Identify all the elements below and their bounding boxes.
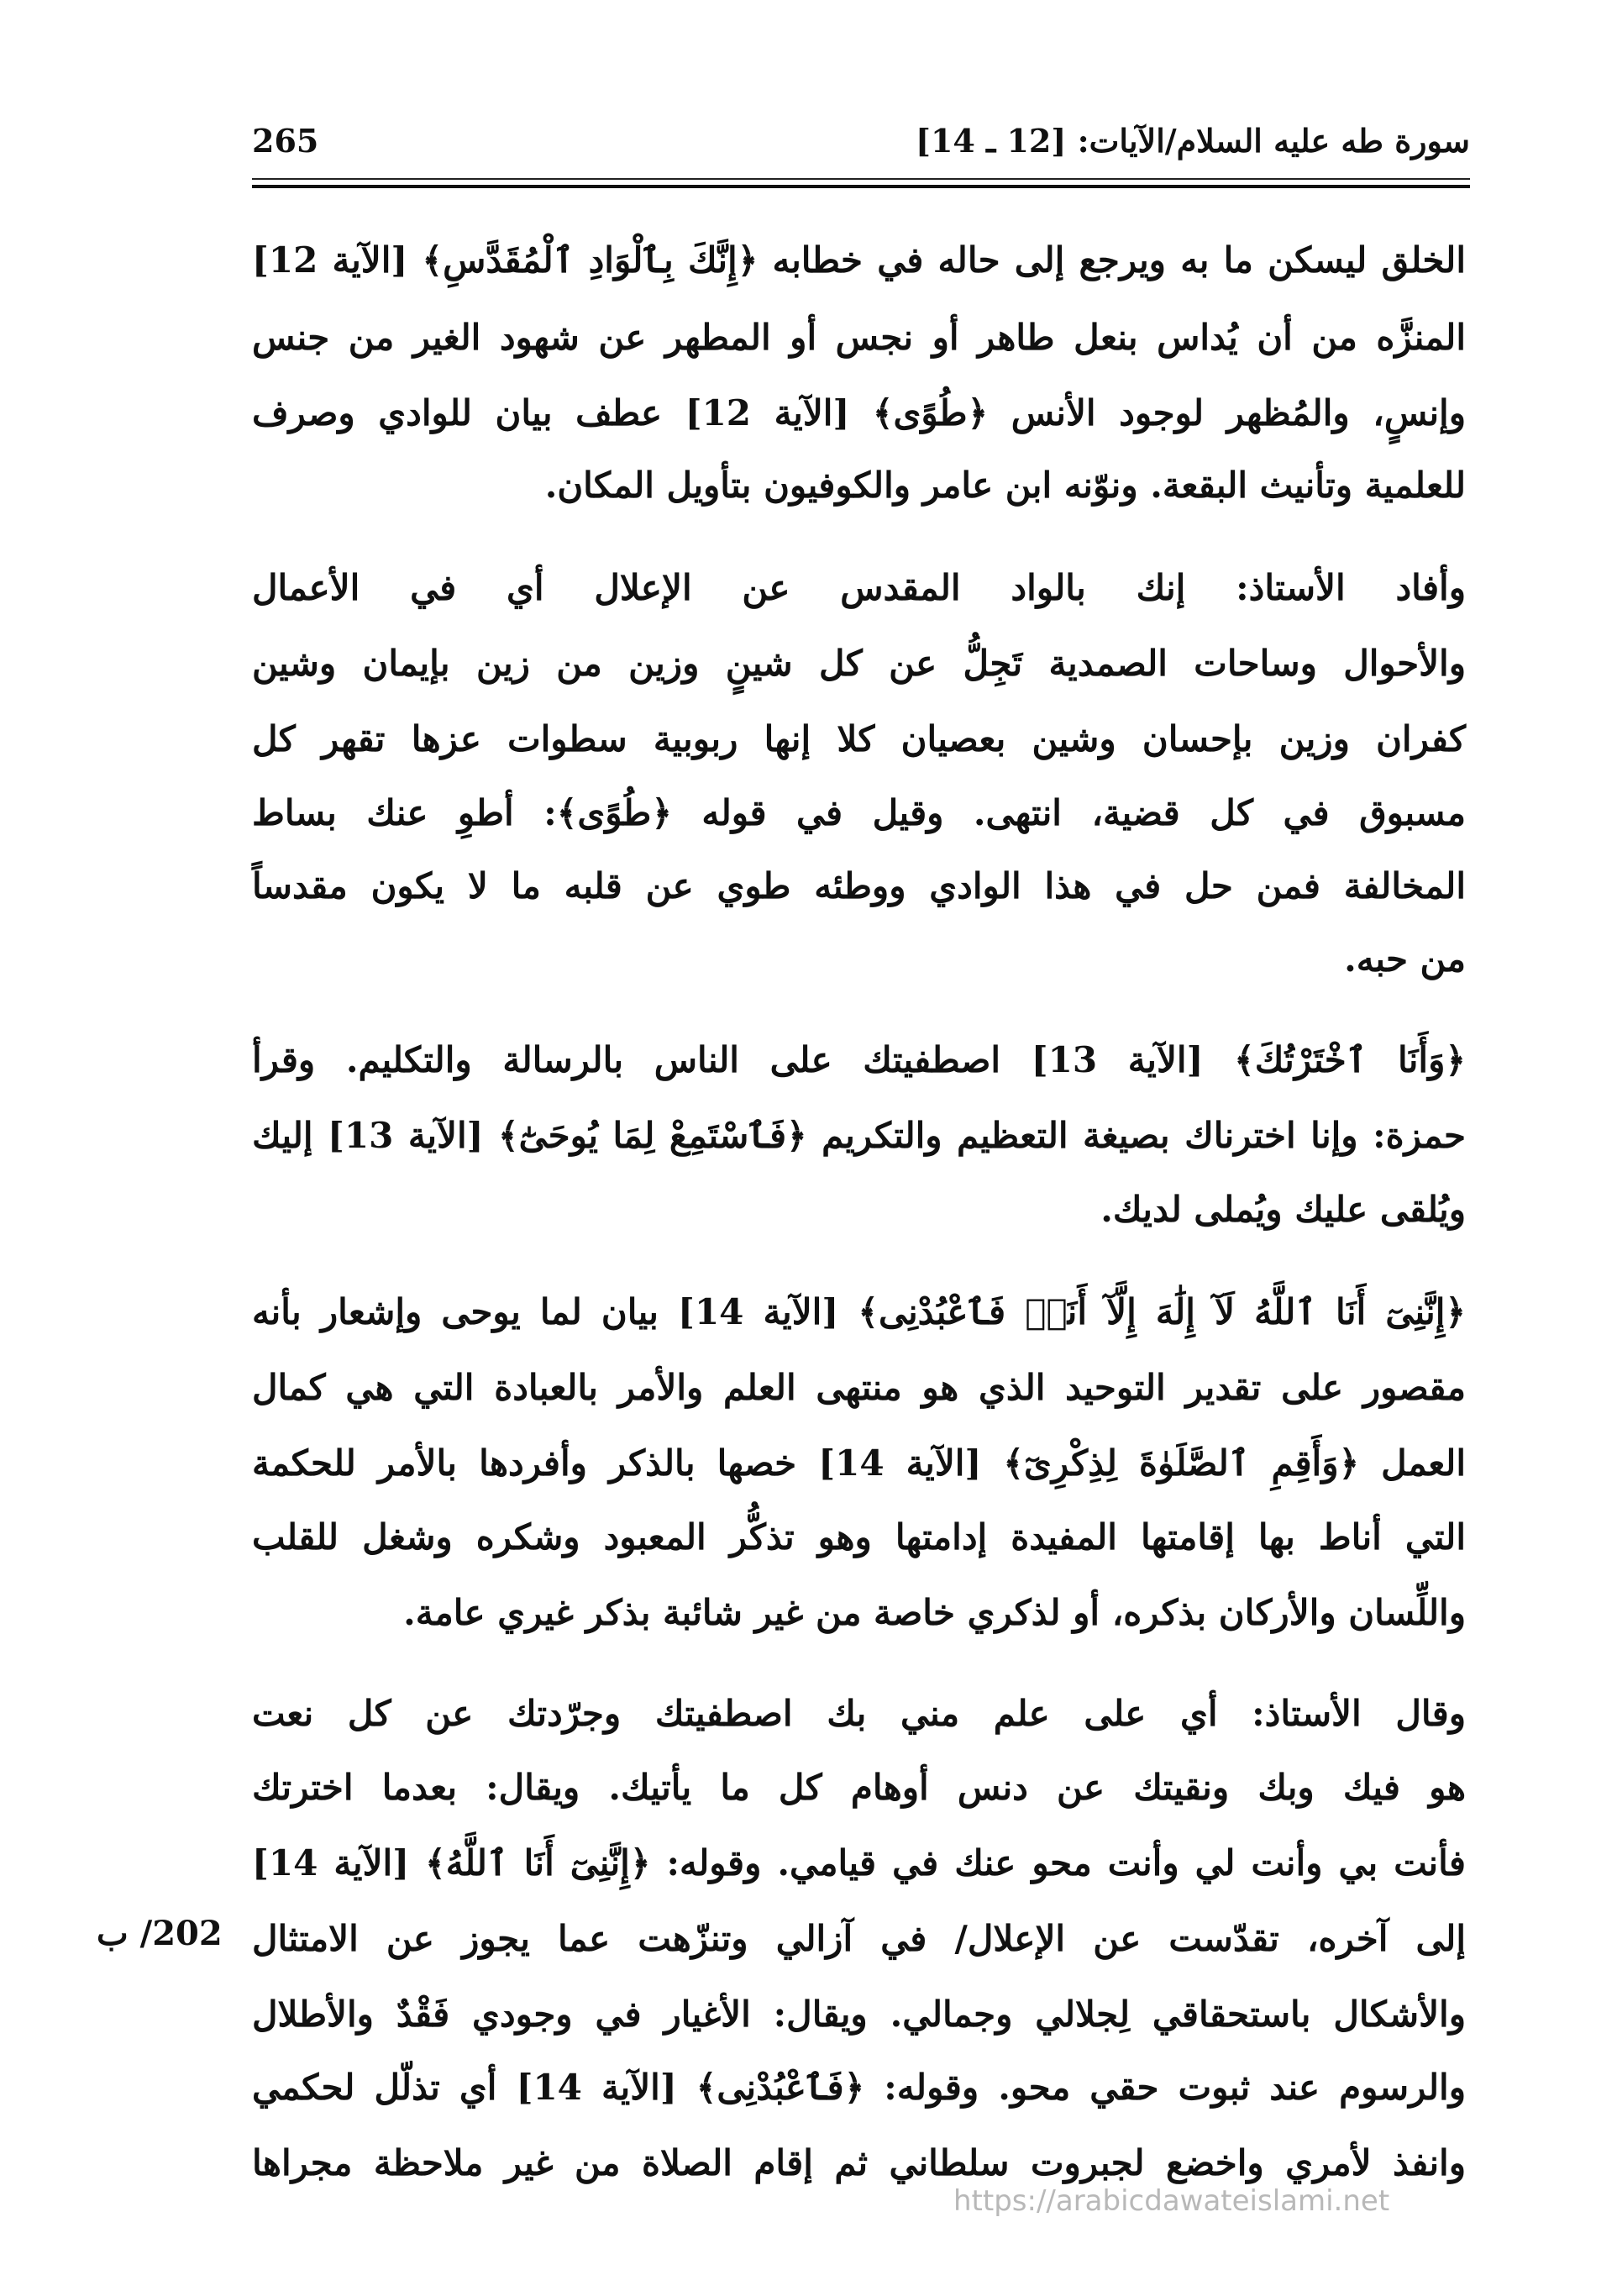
text-line: التي أناط بها إقامتها المفيدة إدامتها وهو تذكُّر المعبود وشكره وشغل للقلب — [252, 1516, 1466, 1558]
text-line: هو فيك وبك ونقيتك عن دنس أوهام كل ما يأتيك. ويقال: بعدما اخترتك — [252, 1767, 1466, 1808]
text-line: والرسوم عند ثبوت حقي محو. وقوله: ﴿فَٱعْبُدْنِى﴾ [الآية 14] أي تذلّل لحكمي — [252, 2067, 1466, 2108]
text-line: والأشكال باستحقاقي لِجلالي وجمالي. ويقال: الأغيار في وجودي فَقْدٌ والأطلال — [252, 1994, 1466, 2035]
text-line: المخالفة فمن حل في هذا الوادي ووطئه طوي عن قلبه ما لا يكون مقدساً — [252, 865, 1466, 906]
text-line: الخلق ليسكن ما به ويرجع إلى حاله في خطابه ﴿إِنَّكَ بِٱلْوَادِ ٱلْمُقَدَّسِ﴾ [الآية 12] — [252, 239, 1466, 281]
text-line: واللِّسان والأركان بذكره، أو لذكري خاصة من غير شائبة بذكر غيري عامة. — [403, 1592, 1466, 1633]
text-line: العمل ﴿وَأَقِمِ ٱلصَّلَوٰةَ لِذِكْرِىٓ﴾ [الآية 14] خصها بالذكر وأفردها بالأمر للحكمة — [252, 1442, 1466, 1484]
watermark-url: https://arabicdawateislami.net — [953, 2184, 1390, 2218]
text-line: من حبه. — [1344, 938, 1466, 980]
text-line: كفران وزين بإحسان وشين بعصيان كلا إنها ربوبية سطوات عزها تقهر كل — [252, 718, 1466, 759]
text-line: وإنسٍ، والمُظهر لوجود الأنس ﴿طُوًى﴾ [الآية 12] عطف بيان للوادي وصرف — [252, 392, 1466, 433]
text-line: فأنت بي وأنت لي وأنت محو عنك في قيامي. وقوله: ﴿إِنَّنِىٓ أَنَا ٱللَّهُ﴾ [الآية 14] — [252, 1842, 1466, 1884]
page-header — [252, 122, 1470, 172]
text-line: وقال الأستاذ: أي على علم مني بك اصطفيتك وجرّدتك عن كل نعت — [252, 1693, 1466, 1734]
text-line: للعلمية وتأنيث البقعة. ونوّنه ابن عامر والكوفيون بتأويل المكان. — [544, 465, 1466, 506]
text-line: وأفاد الأستاذ: إنك بالواد المقدس عن الإعلال أي في الأعمال — [252, 567, 1466, 608]
manuscript-folio-note: 202/ ب — [97, 1914, 223, 1953]
text-line: مقصور على تقدير التوحيد الذي هو منتهى العلم والأمر بالعبادة التي هي كمال — [252, 1367, 1466, 1408]
text-line: والأحوال وساحات الصمدية تَجِلُّ عن كل شينٍ وزين من زين بإيمان وشين — [252, 643, 1466, 684]
page-number: 265 — [252, 122, 319, 160]
text-line: مسبوق في كل قضية، انتهى. وقيل في قوله ﴿طُوًى﴾: أطوِ عنك بساط — [252, 792, 1466, 833]
header-rule-thick — [252, 185, 1470, 188]
text-line: وانفذ لأمري واخضع لجبروت سلطاني ثم إقام الصلاة من غير ملاحظة مجراها — [252, 2142, 1466, 2183]
text-line: إلى آخره، تقدّست عن الإعلال/ في آزالي وتنزّهت عما يجوز عن الامتثال — [252, 1918, 1466, 1959]
text-line: حمزة: وإنا اخترناك بصيغة التعظيم والتكريم ﴿فَٱسْتَمِعْ لِمَا يُوحَىٰٓ﴾ [الآية 13] إليك — [252, 1115, 1467, 1156]
header-rule — [252, 178, 1470, 180]
text-line: ﴿وَأَنَا ٱخْتَرْتُكَ﴾ [الآية 13] اصطفيتك على الناس بالرسالة والتكليم. وقرأ — [252, 1039, 1466, 1080]
text-line: ويُلقى عليك ويُملى لديك. — [1100, 1189, 1466, 1230]
text-line: المنزَّه من أن يُداس بنعل طاهر أو نجس أو المطهر عن شهود الغير من جنس — [252, 317, 1466, 358]
text-line: ﴿إِنَّنِىٓ أَنَا ٱللَّهُ لَآ إِلَٰهَ إِلَّآ أَنَا۠ فَٱعْبُدْنِى﴾ [الآية 14] بيان لما يوحى وإشعار بأنه — [252, 1291, 1466, 1332]
running-title: سورة طه عليه السلام/الآيات: [12 ـ 14] — [916, 122, 1470, 160]
